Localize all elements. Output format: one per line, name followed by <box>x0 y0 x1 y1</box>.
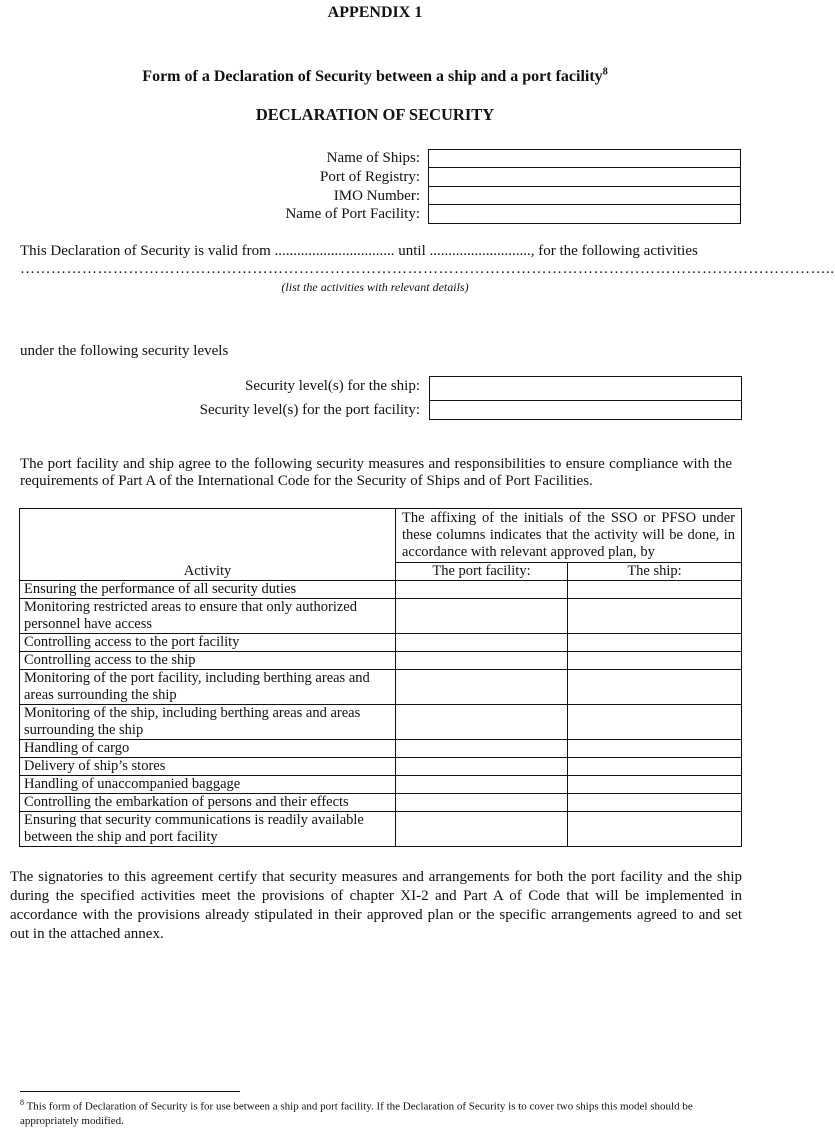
table-row <box>20 599 742 634</box>
activities-dotted-line[interactable]: ………………………………………………………………………………………………………………………………………….. <box>20 261 835 277</box>
ship-initials-cell[interactable] <box>568 740 742 758</box>
ship-security-level-label: Security level(s) for the ship: <box>245 378 420 394</box>
table-row <box>20 652 742 670</box>
port-security-level-field[interactable] <box>429 400 742 420</box>
port-facility-name-field[interactable] <box>428 204 741 224</box>
agreement-paragraph: The port facility and ship agree to the following security measures and responsibilities to ensure compliance with the requirements of Part A of the International Code for the Security of Ships and of Port Facilities. <box>20 456 732 489</box>
ship-initials-cell[interactable] <box>568 776 742 794</box>
form-title-text: Form of a Declaration of Security between a ship and a port facility <box>142 68 603 85</box>
table-row <box>20 794 742 812</box>
activity-cell: Ensuring the performance of all security duties <box>20 581 396 599</box>
activity-cell: Monitoring of the ship, including berthing areas and areas surrounding the ship <box>20 705 396 740</box>
security-levels-intro: under the following security levels <box>20 343 229 359</box>
port-facility-initials-cell[interactable] <box>396 794 568 812</box>
port-security-level-label: Security level(s) for the port facility: <box>199 402 420 418</box>
ship-initials-cell[interactable] <box>568 581 742 599</box>
activity-column-header: Activity <box>20 563 396 581</box>
initials-header: The affixing of the initials of the SSO or PFSO under these columns indicates that the activity will be done, in accordance with relevant approved plan, by <box>396 509 742 563</box>
ship-column-header: The ship: <box>568 563 742 581</box>
activity-cell: Monitoring restricted areas to ensure that only authorized personnel have access <box>20 599 396 634</box>
port-facility-initials-cell[interactable] <box>396 705 568 740</box>
table-row <box>20 670 742 705</box>
table-row <box>20 758 742 776</box>
table-row <box>20 581 742 599</box>
port-facility-initials-cell[interactable] <box>396 670 568 705</box>
activity-cell: Controlling the embarkation of persons and their effects <box>20 794 396 812</box>
activity-cell: Handling of unaccompanied baggage <box>20 776 396 794</box>
footnote-text: This form of Declaration of Security is for use between a ship and port facility. If the Declaration of Security is to cover two ships this model should be appropriately modified. <box>20 1100 693 1127</box>
port-facility-initials-cell[interactable] <box>396 776 568 794</box>
header-blank-cell <box>20 509 396 563</box>
imo-number-label: IMO Number: <box>333 188 420 204</box>
ship-initials-cell[interactable] <box>568 652 742 670</box>
validity-line: This Declaration of Security is valid from ................................ until ..........................., for the following activities <box>20 243 698 259</box>
footnote-divider <box>20 1091 240 1092</box>
port-facility-initials-cell[interactable] <box>396 758 568 776</box>
activity-cell: Delivery of ship’s stores <box>20 758 396 776</box>
table-row <box>20 812 742 847</box>
table-row <box>20 634 742 652</box>
imo-number-field[interactable] <box>428 186 741 206</box>
activity-cell: Monitoring of the port facility, including berthing areas and areas surrounding the ship <box>20 670 396 705</box>
port-facility-initials-cell[interactable] <box>396 599 568 634</box>
ship-initials-cell[interactable] <box>568 794 742 812</box>
ship-initials-cell[interactable] <box>568 812 742 847</box>
table-header-row <box>20 509 742 563</box>
port-facility-initials-cell[interactable] <box>396 652 568 670</box>
activity-cell: Controlling access to the port facility <box>20 634 396 652</box>
port-of-registry-field[interactable] <box>428 167 741 187</box>
ship-initials-cell[interactable] <box>568 758 742 776</box>
footnote-mark: 8 <box>20 1098 24 1107</box>
footnote-ref: 8 <box>602 66 608 78</box>
ship-initials-cell[interactable] <box>568 599 742 634</box>
ship-security-level-field[interactable] <box>429 376 742 401</box>
table-row <box>20 740 742 758</box>
ship-initials-cell[interactable] <box>568 634 742 652</box>
port-facility-initials-cell[interactable] <box>396 740 568 758</box>
port-facility-initials-cell[interactable] <box>396 812 568 847</box>
port-facility-name-label: Name of Port Facility: <box>285 206 420 222</box>
ship-initials-cell[interactable] <box>568 705 742 740</box>
name-of-ships-field[interactable] <box>428 149 741 169</box>
appendix-heading: APPENDIX 1 <box>327 4 423 21</box>
declaration-title: DECLARATION OF SECURITY <box>255 105 495 124</box>
port-of-registry-label: Port of Registry: <box>320 169 420 185</box>
form-title <box>0 68 750 86</box>
table-row <box>20 705 742 740</box>
port-facility-initials-cell[interactable] <box>396 634 568 652</box>
activity-cell: Handling of cargo <box>20 740 396 758</box>
activities-hint: (list the activities with relevant details) <box>281 280 469 294</box>
port-facility-initials-cell[interactable] <box>396 581 568 599</box>
footnote <box>20 1096 742 1128</box>
activity-cell: Ensuring that security communications is readily available between the ship and port facility <box>20 812 396 847</box>
activity-cell: Controlling access to the ship <box>20 652 396 670</box>
certification-paragraph: The signatories to this agreement certify that security measures and arrangements for both the port facility and the ship during the specified activities meet the provisions of chapter XI-2 and Part A of Code that will be implemented in accordance with the provisions already stipulated in their approved plan or the specific arrangements agreed to and set out in the attached annex. <box>10 869 742 942</box>
table-row <box>20 776 742 794</box>
column-header-row <box>20 563 742 581</box>
name-of-ships-label: Name of Ships: <box>326 150 420 166</box>
ship-initials-cell[interactable] <box>568 670 742 705</box>
security-measures-table <box>19 508 742 847</box>
port-facility-column-header: The port facility: <box>396 563 568 581</box>
